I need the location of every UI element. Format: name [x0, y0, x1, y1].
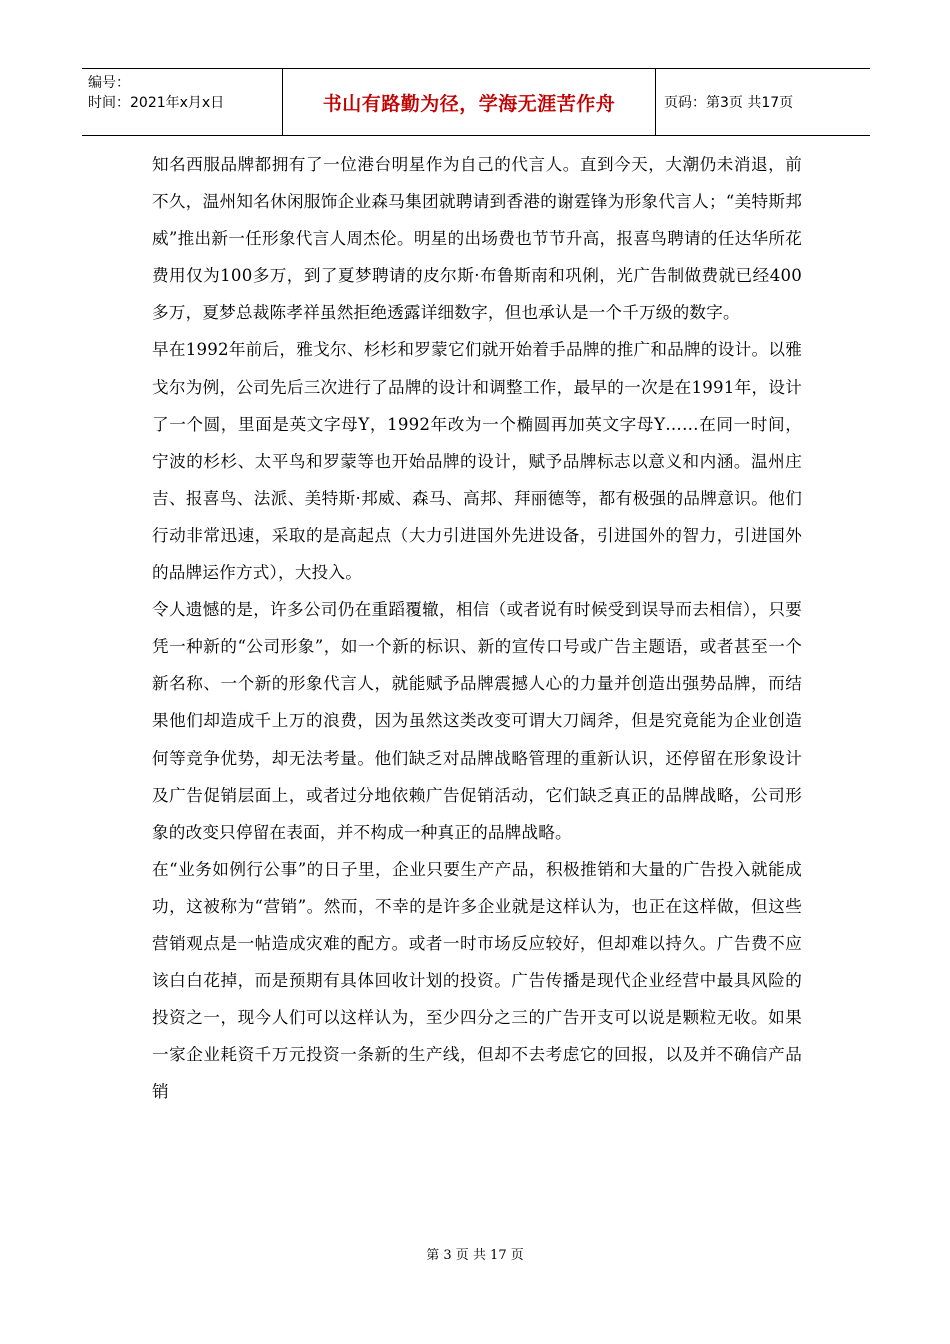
paragraph-1: 知名西服品牌都拥有了一位港台明星作为自己的代言人。直到今天，大潮仍未消退，前不久，温州知名休闲服饰企业森马集团就聘请到香港的谢霆锋为形象代言人；“美特斯邦威”推出新一任形象代言人周杰伦。明星的出场费也节节升高，报喜鸟聘请的任达华所花费用仅为100多万，到了夏梦聘请的皮尔斯·布鲁斯南和巩俐，光广告制做费就已经400多万，夏梦总裁陈孝祥虽然拒绝透露详细数字，但也承认是一个千万级的数字。 [152, 155, 802, 323]
document-date-label: 时间：2021年x月x日 [88, 95, 225, 111]
page-footer: 第 3 页 共 17 页 [426, 1248, 524, 1263]
document-number-label: 编号： [88, 75, 130, 91]
paragraph-4: 在“业务如例行公事”的日子里，企业只要生产产品，积极推销和大量的广告投入就能成功，这被称为“营销”。然而，不幸的是许多企业就是这样认为，也正在这样做，但这些营销观点是一帖造成灾难的配方。或者一时市场反应较好，但却难以持久。广告费不应该白白花掉，而是预期有具体回收计划的投资。广告传播是现代企业经营中最具风险的投资之一，现今人们可以这样认为，至少四分之三的广告开支可以说是颗粒无收。如果一家企业耗资千万元投资一条新的生产线，但却不去考虑它的回报，以及并不确信产品销 [152, 859, 802, 1102]
paragraph-3: 令人遗憾的是，许多公司仍在重蹈覆辙，相信（或者说有时候受到误导而去相信），只要凭一种新的“公司形象”，如一个新的标识、新的宣传口号或广告主题语，或者甚至一个新名称、一个新的形象代言人，就能赋予品牌震撼人心的力量并创造出强势品牌，而结果他们却造成千上万的浪费，因为虽然这类改变可谓大刀阔斧，但是究竟能为企业创造何等竞争优势，却无法考量。他们缺乏对品牌战略管理的重新认识，还停留在形象设计及广告促销层面上，或者过分地依赖广告促销活动，它们缺乏真正的品牌战略，公司形象的改变只停留在表面，并不构成一种真正的品牌战略。 [152, 600, 802, 842]
header-info-cell [82, 69, 283, 135]
header-motto: 书山有路勤为径，学海无涯苦作舟 [283, 69, 656, 135]
paragraph-2: 早在1992年前后，雅戈尔、杉杉和罗蒙它们就开始着手品牌的推广和品牌的设计。以雅戈尔为例，公司先后三次进行了品牌的设计和调整工作，最早的一次是在1991年，设计了一个圆，里面是英文字母Y，1992年改为一个椭圆再加英文字母Y……在同一时间，宁波的杉杉、太平鸟和罗蒙等也开始品牌的设计，赋予品牌标志以意义和内涵。温州庄吉、报喜鸟、法派、美特斯·邦威、森马、高邦、拜丽德等，都有极强的品牌意识。他们行动非常迅速，采取的是高起点（大力引进国外先进设备，引进国外的智力，引进国外的品牌运作方式），大投入。 [152, 340, 802, 583]
document-body [152, 146, 802, 1110]
page-header [82, 68, 870, 136]
header-page-indicator: 页码：第3页 共17页 [664, 95, 794, 111]
